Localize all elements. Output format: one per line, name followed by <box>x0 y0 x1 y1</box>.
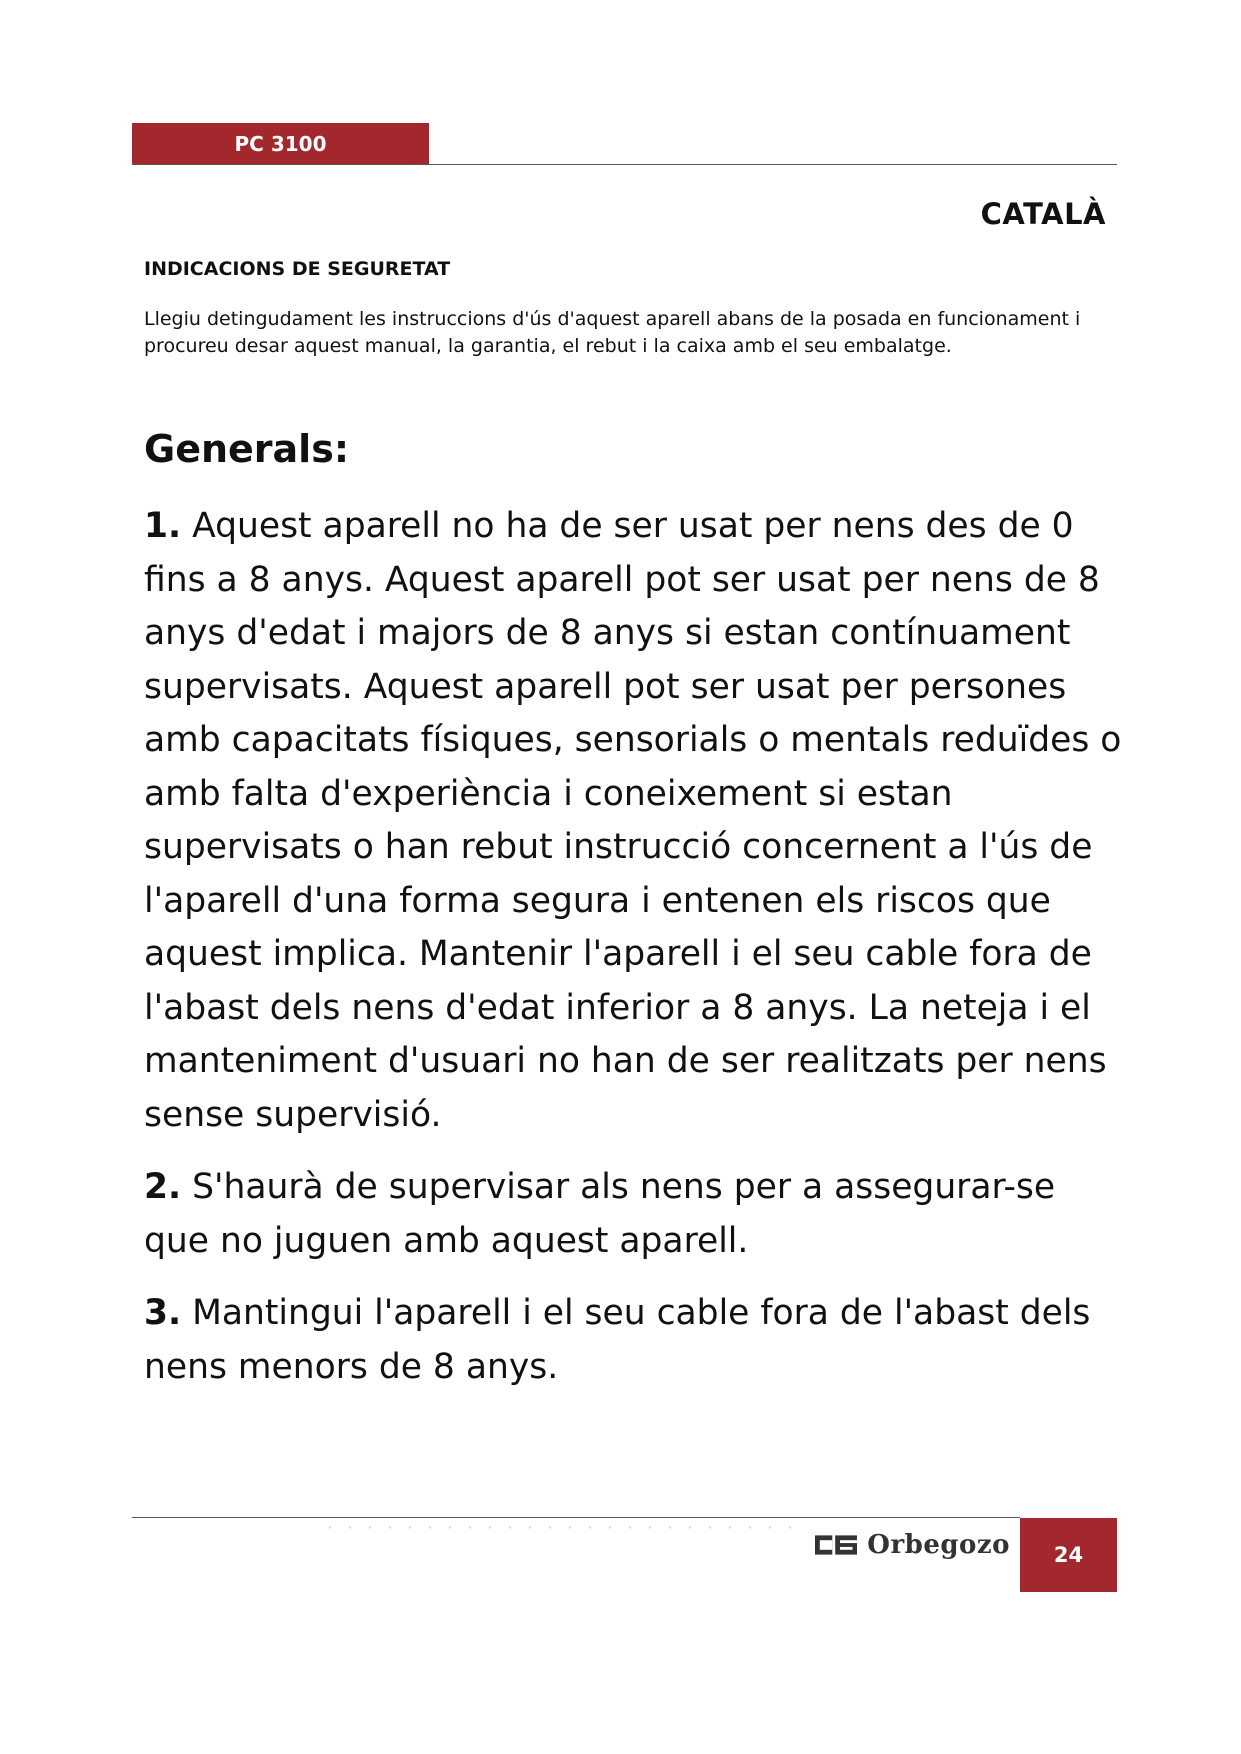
safety-title: INDICACIONS DE SEGURETAT <box>144 258 451 280</box>
generals-heading: Generals: <box>144 427 350 471</box>
footer-divider <box>132 1517 1020 1518</box>
item-text: S'haurà de supervisar als nens per a assegurar-se que no juguen amb aquest aparell. <box>144 1167 1056 1261</box>
safety-intro <box>144 306 1104 360</box>
intro-line: Llegiu detingudament les instruccions d'ús d'aquest aparell abans de la posada en funcionament i <box>144 308 1081 330</box>
list-item <box>144 500 1129 1142</box>
header-divider <box>132 164 1117 165</box>
page-number: 24 <box>1020 1518 1117 1592</box>
list-item <box>144 1161 1129 1268</box>
footer-dotted-line <box>320 1526 800 1529</box>
item-number: 1. <box>144 506 182 546</box>
brand-name: Orbegozo <box>867 1530 1010 1560</box>
list-item <box>144 1287 1129 1394</box>
brand-mark-icon <box>815 1535 857 1555</box>
item-number: 2. <box>144 1167 182 1207</box>
item-number: 3. <box>144 1293 182 1333</box>
item-text: Aquest aparell no ha de ser usat per nens des de 0 fins a 8 anys. Aquest aparell pot ser usat per nens de 8 anys d'edat i majors de 8 anys si estan contínuament supervisats. Aquest aparell pot ser usat per persones amb capacitats físiques, sensorials o mentals reduïdes o amb falta d'experiència i coneixement si estan supervisats o han rebut instrucció concernent a l'ús de l'aparell d'una forma segura i entenen els riscos que aquest implica. Mantenir l'aparell i el seu cable fora de l'abast dels nens d'edat inferior a 8 anys. La neteja i el manteniment d'usuari no han de ser realitzats per nens sense supervisió. <box>144 506 1122 1135</box>
intro-line: procureu desar aquest manual, la garantia, el rebut i la caixa amb el seu embalatge. <box>144 335 952 357</box>
brand-logo <box>815 1528 1010 1562</box>
model-tab: PC 3100 <box>132 123 429 165</box>
item-text: Mantingui l'aparell i el seu cable fora de l'abast dels nens menors de 8 anys. <box>144 1293 1091 1387</box>
language-label: CATALÀ <box>980 197 1106 231</box>
generals-list <box>144 500 1129 1413</box>
